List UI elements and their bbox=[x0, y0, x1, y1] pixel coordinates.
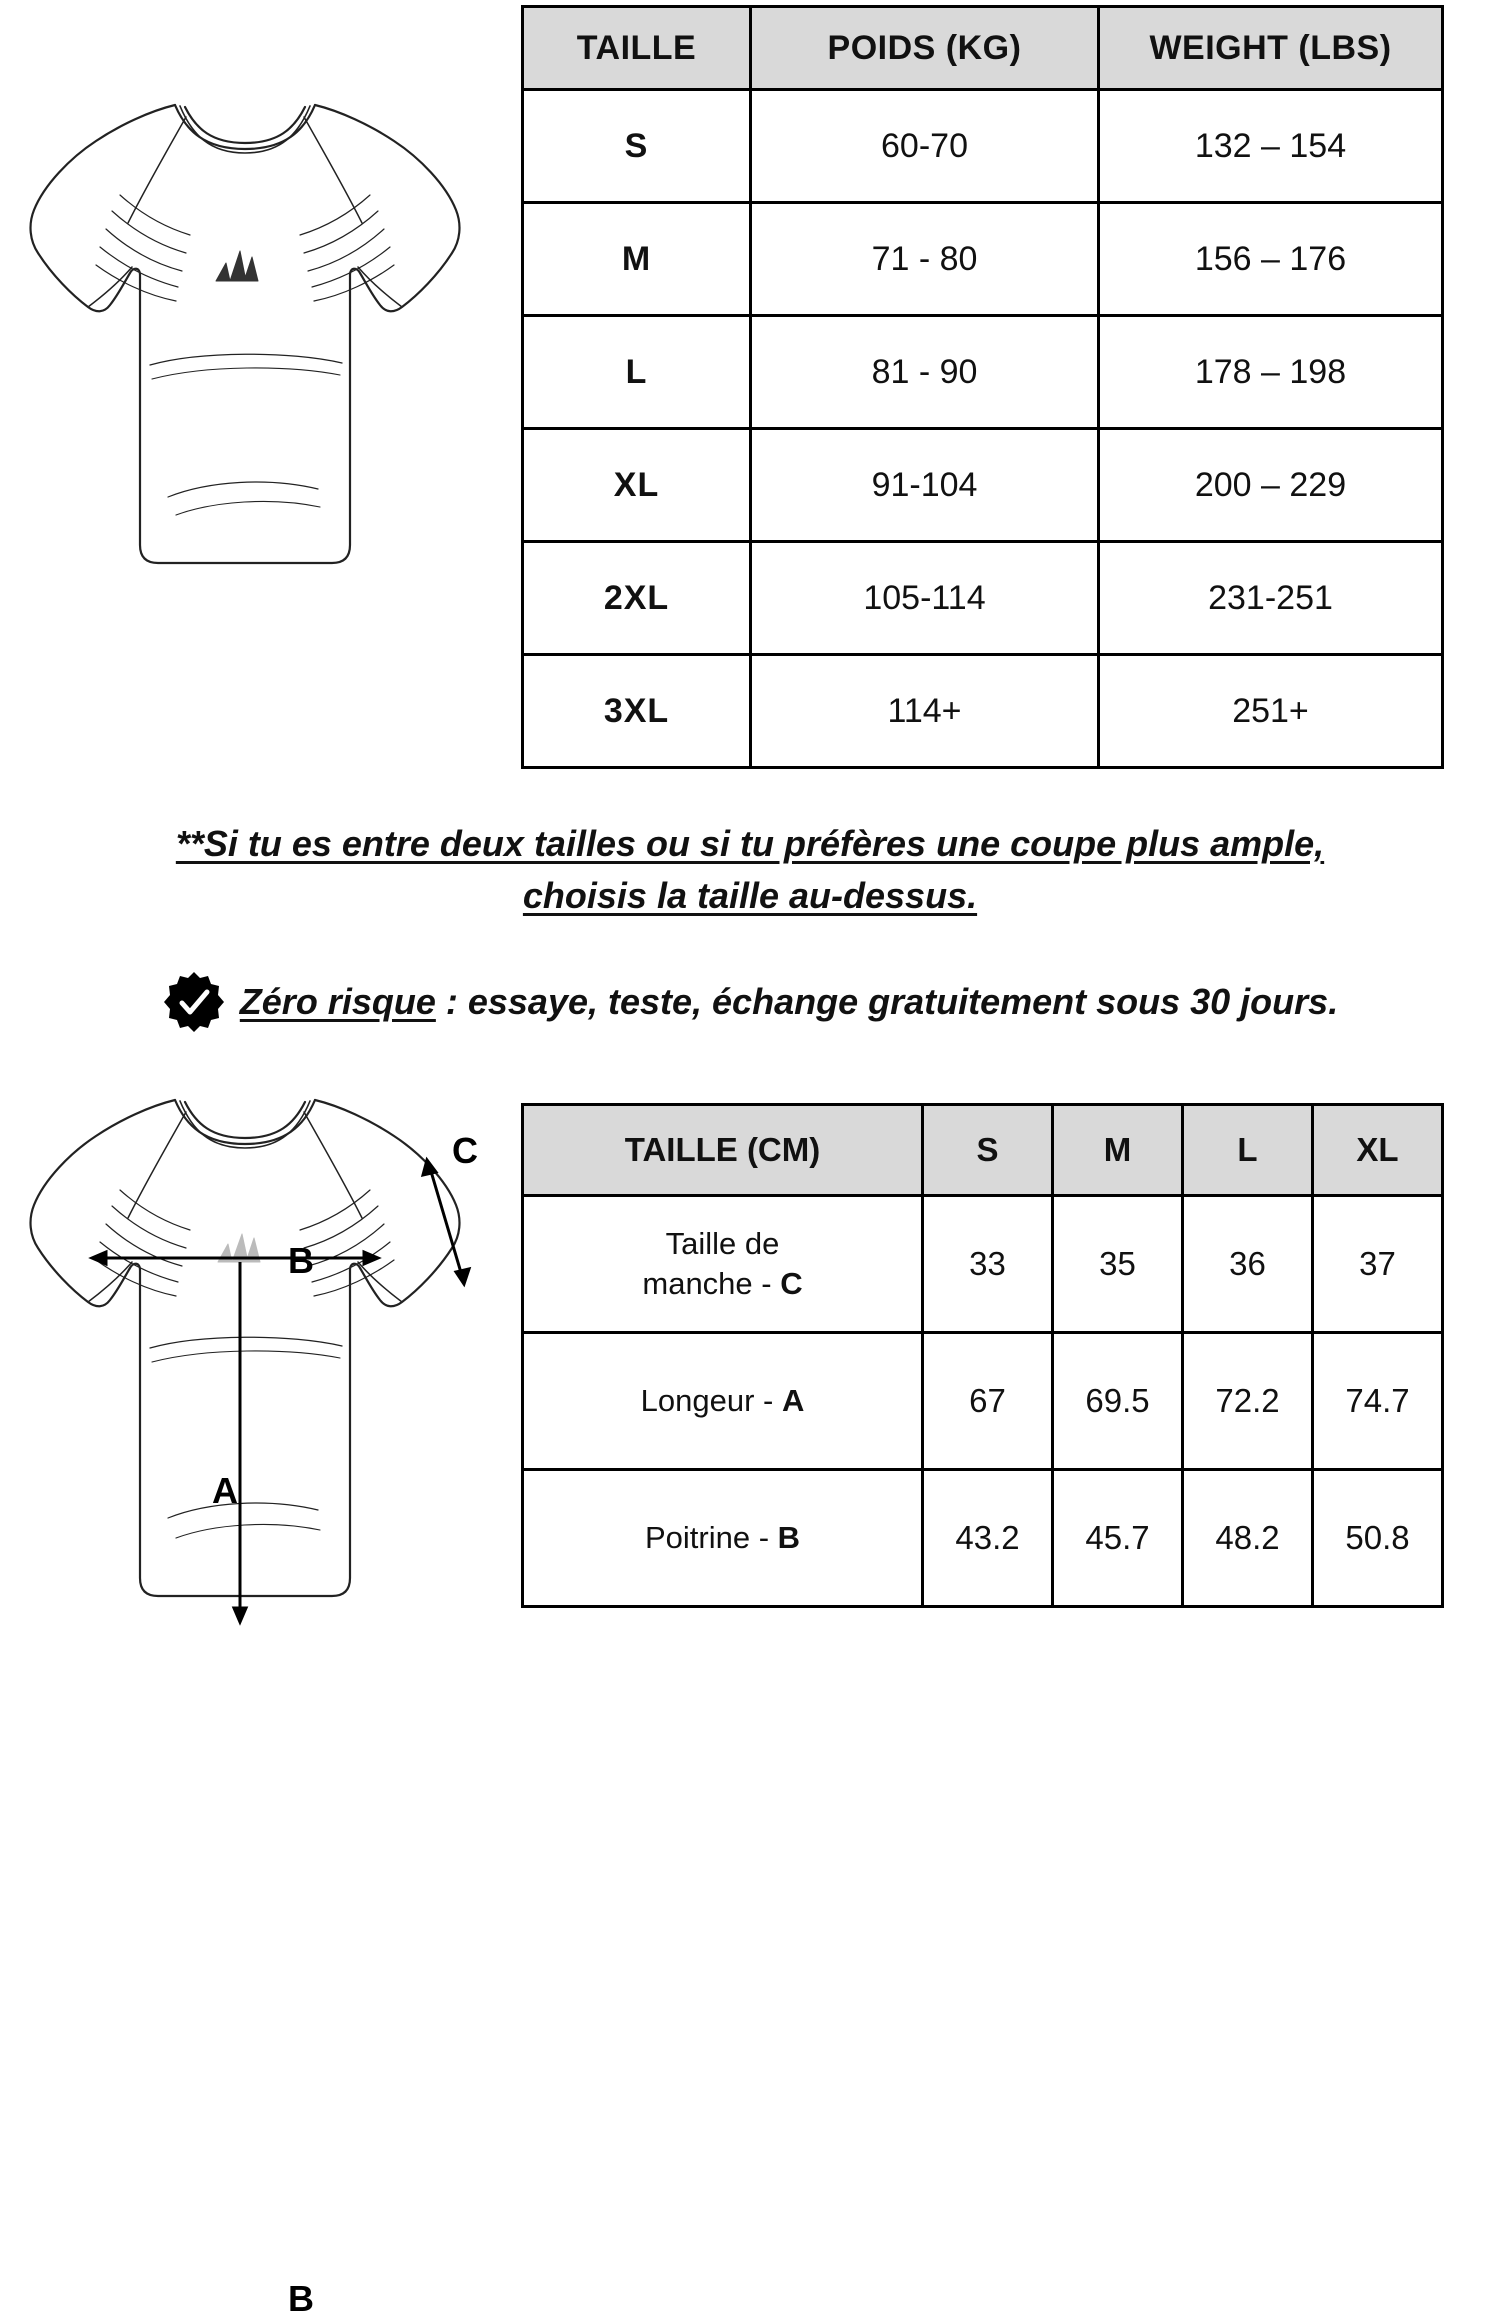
table-row bbox=[523, 655, 1443, 768]
weight-size-table bbox=[521, 5, 1444, 769]
cell-xl: 50.8 bbox=[1313, 1470, 1443, 1607]
tshirt-illustration-bottom bbox=[0, 1048, 490, 2319]
cell-kg: 91-104 bbox=[751, 429, 1099, 542]
header-weight-lbs: WEIGHT (LBS) bbox=[1099, 7, 1443, 90]
measure-letter-b-label: B bbox=[288, 1240, 314, 1281]
table-row bbox=[523, 429, 1443, 542]
cell-m: 35 bbox=[1053, 1196, 1183, 1333]
tshirt-measurement-drawing-icon bbox=[0, 1048, 490, 1633]
table-header-row bbox=[523, 1105, 1443, 1196]
row-label-letter: A bbox=[781, 1382, 805, 1418]
table-row bbox=[523, 1196, 1443, 1333]
cell-size: 2XL bbox=[523, 542, 751, 655]
cell-size: 3XL bbox=[523, 655, 751, 768]
measurement-size-table bbox=[521, 1103, 1444, 1608]
tshirt-drawing-icon bbox=[0, 45, 490, 595]
cell-xl: 37 bbox=[1313, 1196, 1443, 1333]
table-row bbox=[523, 90, 1443, 203]
cell-xl: 74.7 bbox=[1313, 1333, 1443, 1470]
table-row bbox=[523, 542, 1443, 655]
check-badge-icon bbox=[162, 970, 226, 1034]
cell-l: 36 bbox=[1183, 1196, 1313, 1333]
cell-s: 67 bbox=[923, 1333, 1053, 1470]
cell-lbs: 200 – 229 bbox=[1099, 429, 1443, 542]
notes-section bbox=[0, 818, 1500, 1034]
note-line-2: choisis la taille au-dessus. bbox=[522, 875, 978, 917]
cell-kg: 81 - 90 bbox=[751, 316, 1099, 429]
guarantee-text bbox=[240, 981, 1338, 1023]
row-label-text: Poitrine - bbox=[644, 1519, 778, 1555]
row-label-sleeve bbox=[523, 1196, 923, 1333]
table-row bbox=[523, 316, 1443, 429]
header-poids-kg: POIDS (KG) bbox=[751, 7, 1099, 90]
measure-letter-c-label: C bbox=[452, 1130, 478, 1171]
cell-size: L bbox=[523, 316, 751, 429]
header-s: S bbox=[923, 1105, 1053, 1196]
cell-kg: 71 - 80 bbox=[751, 203, 1099, 316]
header-xl: XL bbox=[1313, 1105, 1443, 1196]
cell-l: 48.2 bbox=[1183, 1470, 1313, 1607]
guarantee-rest: : essaye, teste, échange gratuitement sous 30 jours. bbox=[435, 981, 1339, 1023]
table-row bbox=[523, 203, 1443, 316]
row-label-length bbox=[523, 1333, 923, 1470]
guarantee-row bbox=[0, 970, 1500, 1034]
guarantee-label: Zéro risque bbox=[239, 981, 436, 1023]
cell-lbs: 132 – 154 bbox=[1099, 90, 1443, 203]
header-l: L bbox=[1183, 1105, 1313, 1196]
header-m: M bbox=[1053, 1105, 1183, 1196]
cell-lbs: 231-251 bbox=[1099, 542, 1443, 655]
cell-lbs: 178 – 198 bbox=[1099, 316, 1443, 429]
cell-kg: 114+ bbox=[751, 655, 1099, 768]
cell-l: 72.2 bbox=[1183, 1333, 1313, 1470]
row-label-text: Taille de manche - bbox=[642, 1225, 781, 1301]
cell-size: S bbox=[523, 90, 751, 203]
measure-letter-b: B bbox=[288, 2278, 314, 2319]
cell-lbs: 156 – 176 bbox=[1099, 203, 1443, 316]
note-line-1: **Si tu es entre deux tailles ou si tu préfères une coupe plus ample, bbox=[175, 823, 1325, 864]
measure-letter-a-label: A bbox=[212, 1470, 238, 1511]
cell-kg: 60-70 bbox=[751, 90, 1099, 203]
table-row bbox=[523, 1333, 1443, 1470]
row-label-text: Longeur - bbox=[640, 1382, 782, 1418]
tshirt-illustration-top bbox=[0, 45, 490, 595]
header-taille: TAILLE bbox=[523, 7, 751, 90]
row-label-chest bbox=[523, 1470, 923, 1607]
cell-size: XL bbox=[523, 429, 751, 542]
row-label-letter: C bbox=[780, 1266, 803, 1301]
cell-m: 69.5 bbox=[1053, 1333, 1183, 1470]
table-row bbox=[523, 1470, 1443, 1607]
cell-s: 43.2 bbox=[923, 1470, 1053, 1607]
row-label-letter: B bbox=[777, 1519, 801, 1555]
table-header-row bbox=[523, 7, 1443, 90]
cell-m: 45.7 bbox=[1053, 1470, 1183, 1607]
cell-s: 33 bbox=[923, 1196, 1053, 1333]
cell-size: M bbox=[523, 203, 751, 316]
cell-lbs: 251+ bbox=[1099, 655, 1443, 768]
cell-kg: 105-114 bbox=[751, 542, 1099, 655]
header-taille-cm: TAILLE (CM) bbox=[523, 1105, 923, 1196]
